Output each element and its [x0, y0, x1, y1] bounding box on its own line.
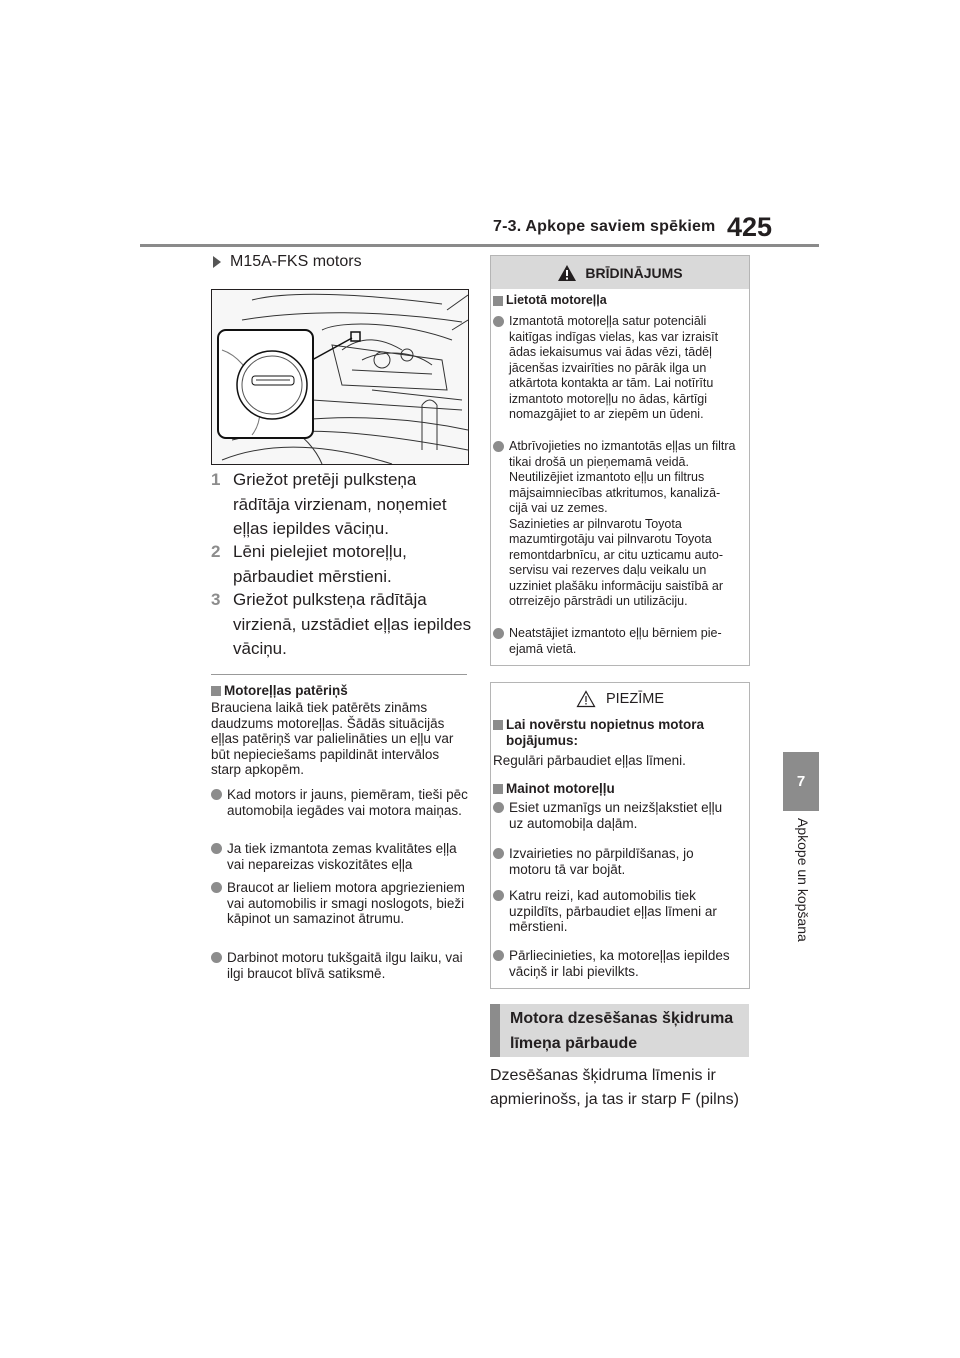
consumption-heading: Motoreļļas patēriņš [224, 683, 348, 698]
header-rule [140, 244, 819, 247]
list-item-text: Darbinot motoru tukšgaitā ilgu laiku, vai ilgi braucot blīvā satiksmē. [227, 950, 463, 981]
step-number: 1 [211, 470, 221, 489]
consumption-heading-row [211, 683, 348, 698]
list-item-text: Ja tiek izmantota zemas kvalitātes eļļa vai nepareizas viskozitātes eļļa [227, 841, 457, 872]
bullet-dot-icon [493, 890, 504, 901]
list-item [211, 880, 473, 927]
list-item [211, 787, 473, 818]
list-item [493, 846, 737, 877]
engine-illustration [211, 289, 469, 465]
engine-label-row [213, 253, 362, 271]
warning-header [491, 256, 749, 289]
warning-heading: Lietotā motoreļļa [506, 293, 607, 307]
chapter-label-text: Apkope un kopšana [795, 818, 811, 942]
warning-heading-row [493, 293, 607, 309]
chapter-tab [783, 752, 819, 811]
bullet-dot-icon [493, 316, 504, 327]
note-heading2: Mainot motoreļļu [506, 781, 615, 796]
bullet-dot-icon [211, 952, 222, 963]
list-item-text: Kad motors ir jauns, piemēram, tieši pēc automobiļa iegādes vai motora maiņas. [227, 787, 468, 818]
section-header [490, 1004, 749, 1057]
bullet-dot-icon [493, 441, 504, 452]
bullet-dot-icon [211, 882, 222, 893]
warning-title: BRĪDINĀJUMS [585, 264, 683, 281]
warning-triangle-icon [557, 264, 577, 282]
note-heading1-row [493, 717, 739, 748]
list-item [211, 950, 473, 981]
engine-bay-drawing [212, 290, 468, 464]
bullet-dot-icon [493, 950, 504, 961]
note-title: PIEZĪME [605, 690, 664, 707]
list-item [493, 626, 737, 657]
note-text1: Regulāri pārbaudiet eļļas līmeni. [493, 753, 686, 768]
square-bullet-icon [493, 296, 503, 306]
section-title: 7-3. Apkope saviem spēkiem [493, 218, 716, 235]
warning-box [490, 255, 750, 666]
square-bullet-icon [493, 784, 503, 794]
list-item [211, 841, 473, 872]
list-item-text: Izmantotā motoreļļa satur potenciāli kaitīgas indīgas vielas, kas var izraisīt ādas iekaisumus vai ādas vēzi, tādēļ jācenšas izvairīties no pārāk ilga un atkārtota kontakta ar tām. Lai notīrītu izmantoto motoreļļu no ādas, kārtīgi nomazgājiet to ar ziepēm un ūdeni. [509, 314, 719, 421]
page-number: 425 [727, 212, 773, 242]
section-divider [211, 674, 467, 675]
closing-paragraph: Dzesēšanas šķidruma līmenis ir apmierinošs, ja tas ir starp F (pilns) [490, 1067, 739, 1108]
list-item [493, 439, 737, 610]
triangle-marker-icon [213, 256, 221, 268]
list-item [493, 948, 737, 979]
note-header [491, 683, 749, 714]
list-item [493, 314, 737, 423]
engine-label: M15A-FKS motors [230, 253, 362, 270]
step-1 [211, 468, 473, 542]
caution-triangle-icon [576, 690, 596, 708]
note-box [490, 682, 750, 989]
list-item-text: Izvairieties no pārpildīšanas, jo motoru tā var bojāt. [509, 846, 694, 877]
step-number: 2 [211, 542, 221, 561]
list-item-text: Atbrīvojieties no izmantotās eļļas un filtra tikai drošā un pieņemamā veidā. Neutilizējiet izmantoto eļļu un filtrus mājsaimniecības atkritumos, kanalizā-cijā vai uz zemes. [509, 439, 736, 515]
list-item-text: Pārliecinieties, ka motoreļļas iepildes vāciņš ir labi pievilkts. [509, 948, 730, 979]
list-item [493, 888, 737, 935]
step-text: Griežot pretēji pulksteņa rādītāja virzienam, noņemiet eļļas iepildes vāciņu. [233, 470, 447, 538]
chapter-number: 7 [796, 773, 806, 790]
bullet-dot-icon [211, 843, 222, 854]
square-bullet-icon [493, 720, 503, 730]
step-number: 3 [211, 590, 221, 609]
step-text: Lēni pielejiet motoreļļu, pārbaudiet mērstieni. [233, 542, 407, 586]
list-item-text: Katru reizi, kad automobilis tiek uzpildīts, pārbaudiet eļļas līmeni ar mērstieni. [509, 888, 717, 934]
note-heading1: Lai novērstu nopietnus motora bojājumus: [506, 717, 705, 748]
square-bullet-icon [211, 686, 221, 696]
list-item-text: Braucot ar lieliem motora apgriezieniem vai automobilis ir smagi noslogots, bieži kāpinot un samazinot ātrumu. [227, 880, 465, 926]
bullet-dot-icon [211, 789, 222, 800]
note-heading2-row [493, 781, 615, 796]
bullet-dot-icon [493, 628, 504, 639]
list-item [493, 800, 737, 831]
bullet-dot-icon [493, 802, 504, 813]
step-3 [211, 588, 473, 662]
consumption-intro: Brauciena laikā tiek patērēts zināms daudzums motoreļļas. Šādās situācijās eļļas patēriņš var palielināties un eļļu var būt nepieciešams papildināt intervālos starp apkopēm. [211, 700, 454, 777]
list-item-text: Neatstājiet izmantoto eļļu bērniem pie-ejamā vietā. [509, 626, 722, 656]
step-2 [211, 540, 473, 589]
bullet-dot-icon [493, 848, 504, 859]
list-item-text-cont: Sazinieties ar pilnvarotu Toyota mazumtirgotāju vai pilnvarotu Toyota remontdarbnīcu, ar citu uzticamu auto-servisu vai rezerves daļu veikalu un uzziniet plašāku informāciju saistībā ar otrreizējo pārstrādi un utilizāciju. [509, 516, 723, 608]
section-title-text: Motora dzesēšanas šķidruma līmeņa pārbaude [510, 1010, 734, 1052]
step-text: Griežot pulksteņa rādītāja virzienā, uzstādiet eļļas iepildes vāciņu. [233, 590, 472, 658]
list-item-text: Esiet uzmanīgs un neizšļakstiet eļļu uz automobiļa daļām. [509, 800, 723, 831]
